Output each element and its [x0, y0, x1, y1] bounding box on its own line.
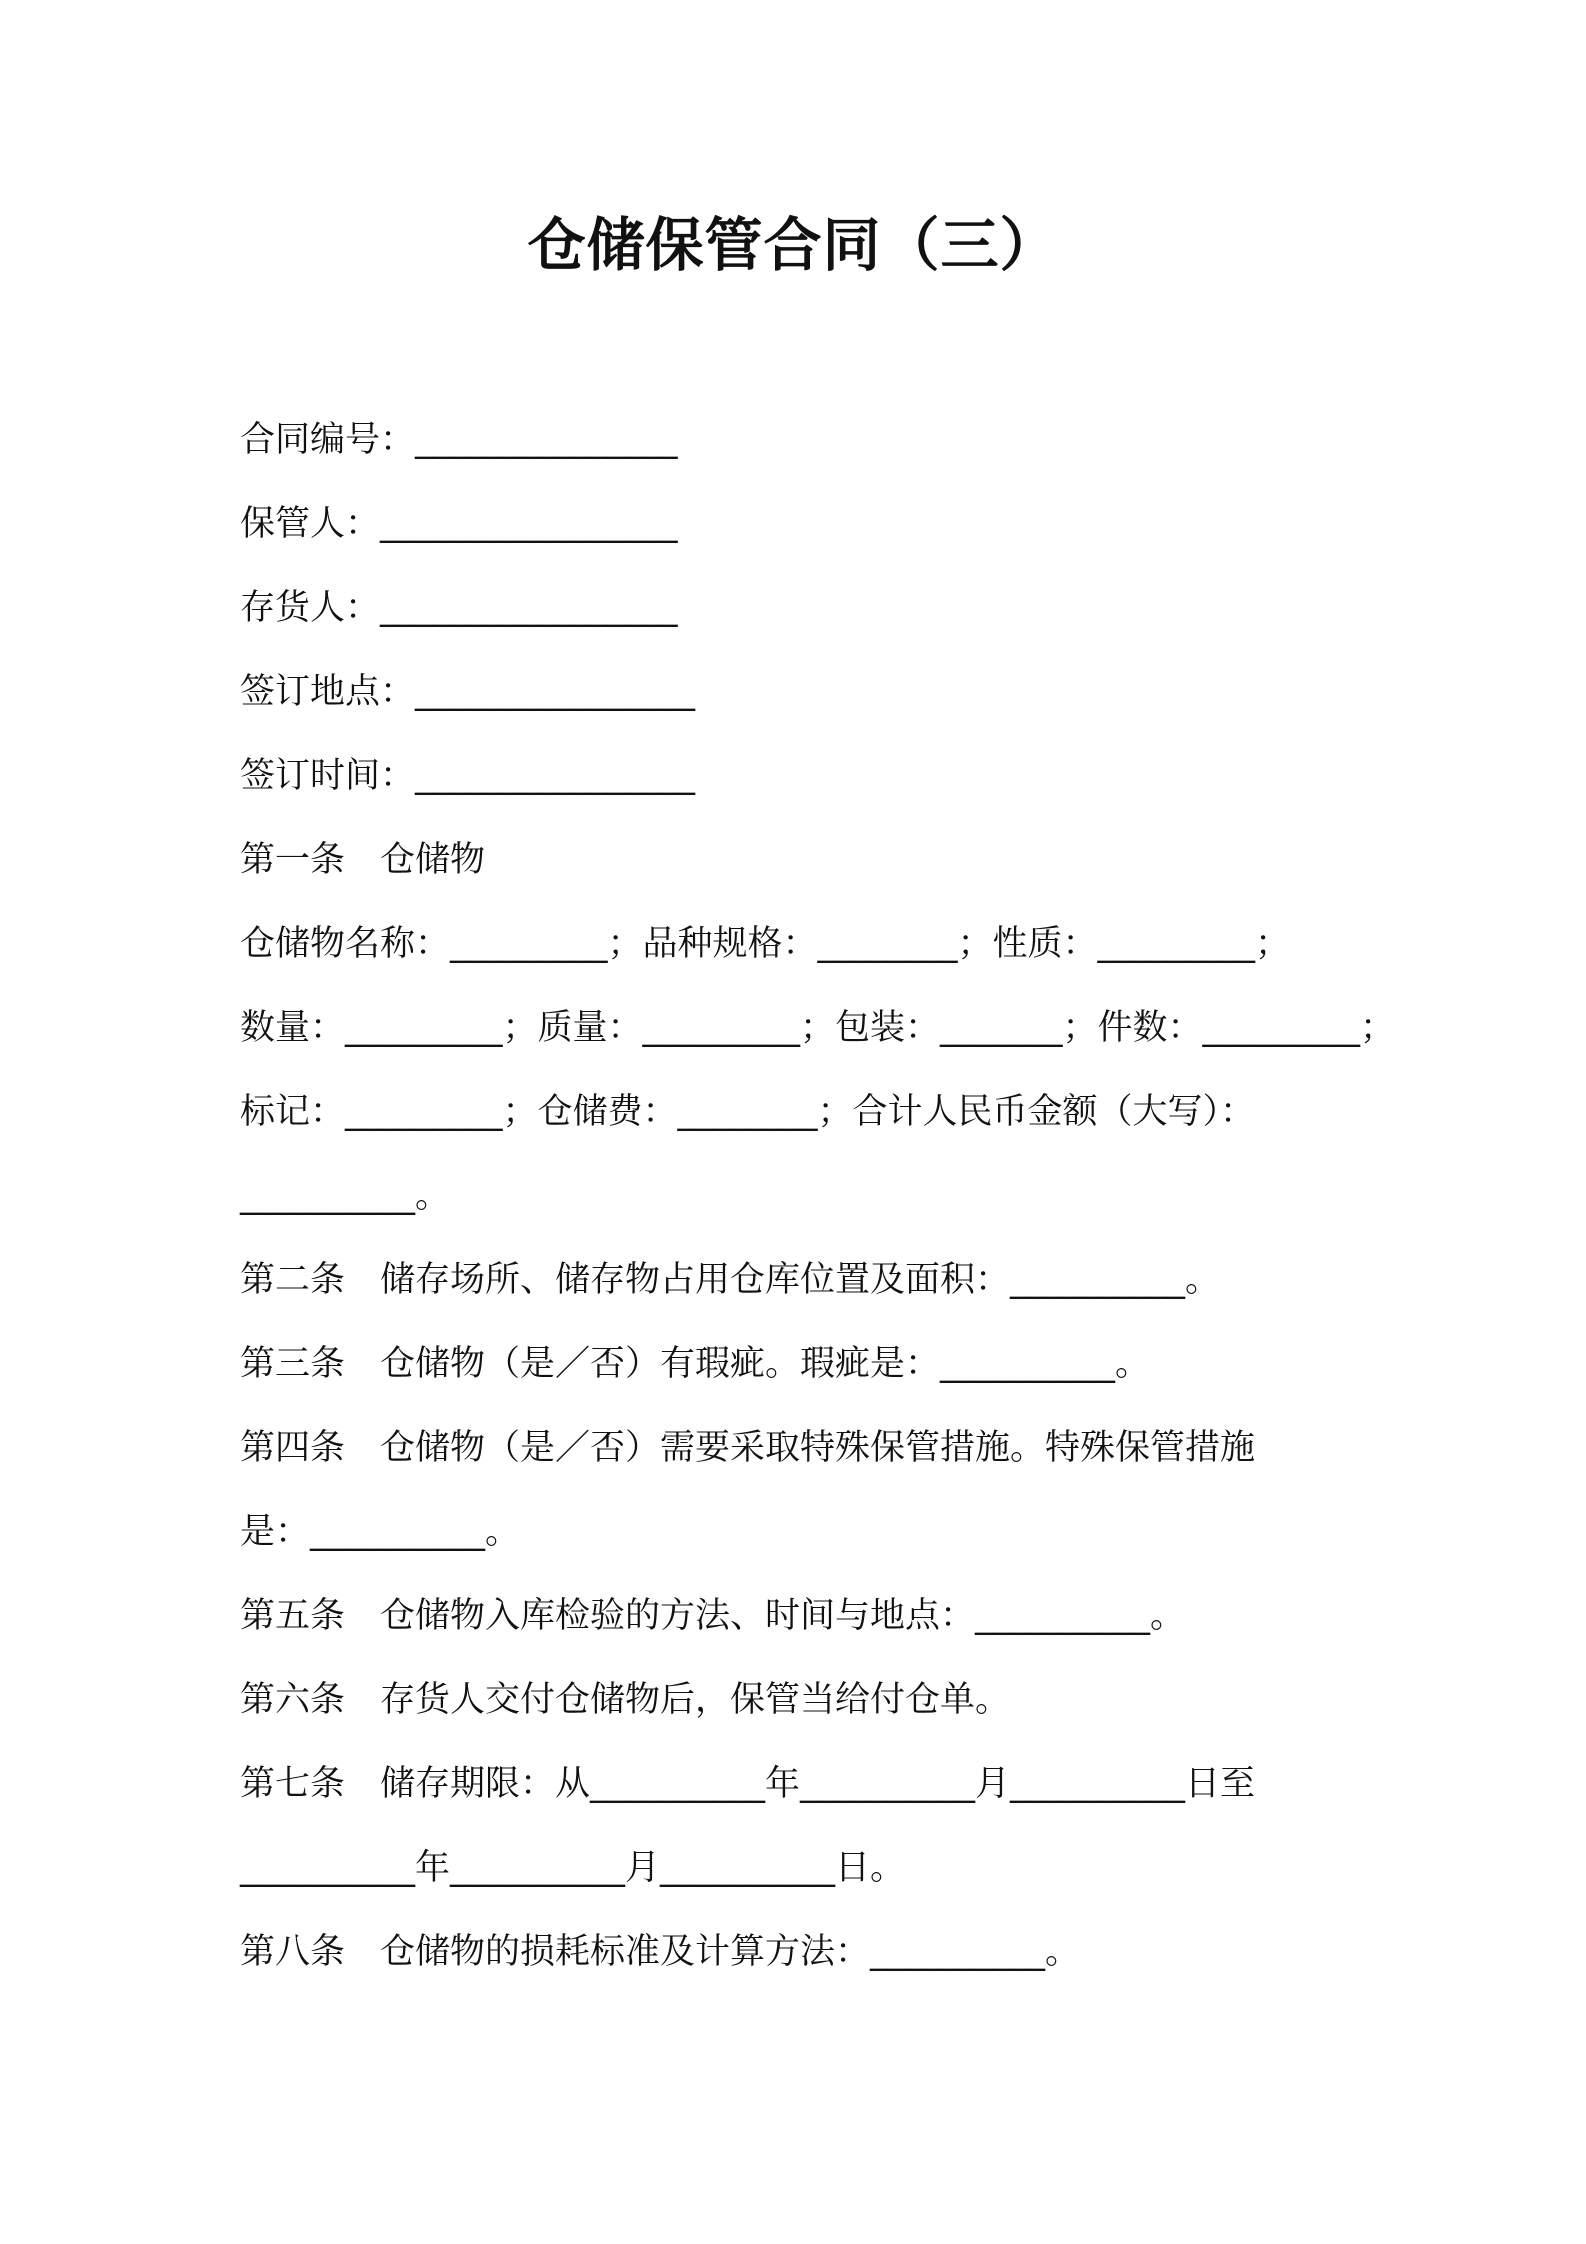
article-7-line-2: __________年__________月__________日。	[240, 1848, 906, 1888]
article-2: 第二条 储存场所、储存物占用仓库位置及面积：__________。	[240, 1260, 1221, 1300]
article-6: 第六条 存货人交付仓储物后，保管当给付仓单。	[240, 1680, 1011, 1720]
article-5: 第五条 仓储物入库检验的方法、时间与地点：__________。	[240, 1596, 1186, 1636]
article-1-line-3: 标记：_________；仓储费：________；合计人民币金额（大写）：	[240, 1092, 1256, 1132]
article-1-line-4: __________。	[240, 1176, 451, 1216]
article-4-line-2: 是：__________。	[240, 1512, 521, 1552]
field-signing-time: 签订时间：________________	[240, 756, 696, 796]
article-4-line-1: 第四条 仓储物（是／否）需要采取特殊保管措施。特殊保管措施	[240, 1428, 1256, 1468]
document-body	[240, 398, 1396, 1994]
field-signing-place: 签订地点：________________	[240, 672, 696, 712]
article-3: 第三条 仓储物（是／否）有瑕疵。瑕疵是：__________。	[240, 1344, 1151, 1384]
field-custodian: 保管人：_________________	[240, 504, 678, 544]
field-contract-number: 合同编号：_______________	[240, 420, 678, 460]
article-7-line-1: 第七条 储存期限：从__________年__________月__________日至	[240, 1764, 1256, 1804]
article-1-line-2: 数量：_________；质量：_________；包装：_______；件数：_________；	[240, 1008, 1396, 1048]
article-1-heading: 第一条 仓储物	[240, 840, 486, 880]
field-depositor: 存货人：_________________	[240, 588, 678, 628]
article-8: 第八条 仓储物的损耗标准及计算方法：__________。	[240, 1932, 1081, 1972]
document-title: 仓储保管合同（三）	[527, 211, 1059, 279]
article-1-line-1: 仓储物名称：_________；品种规格：________；性质：_________；	[240, 924, 1291, 964]
